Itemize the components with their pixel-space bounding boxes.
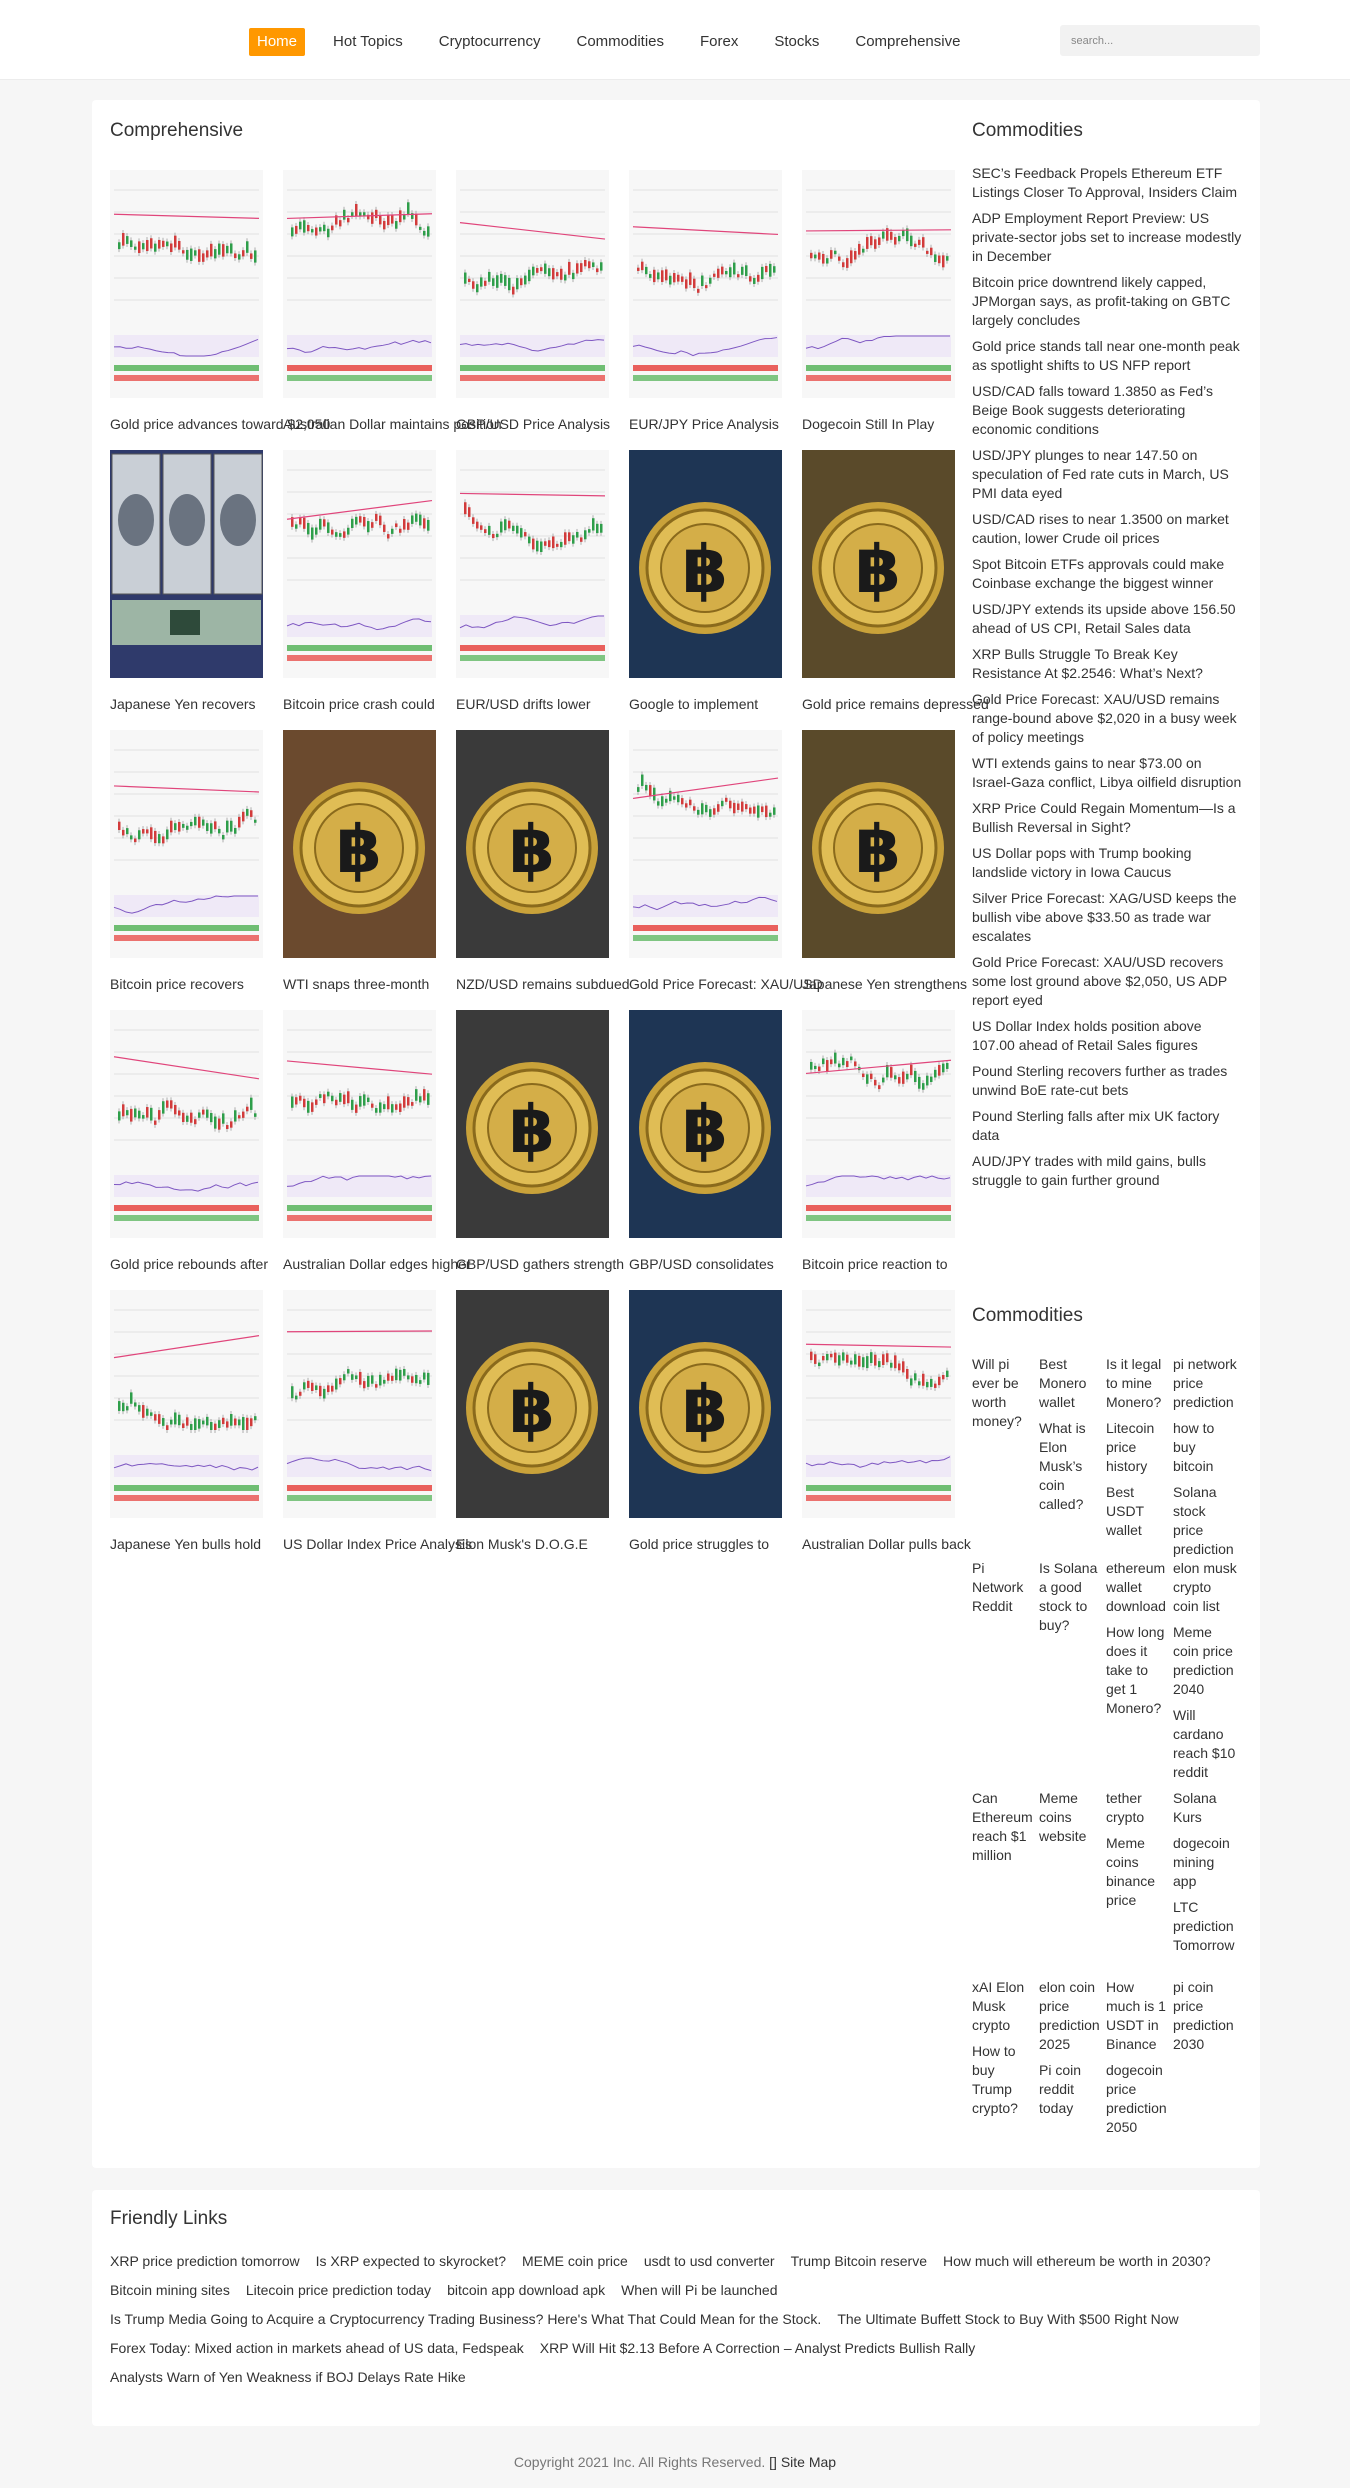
article-card[interactable] — [456, 170, 609, 433]
friendly-link[interactable]: bitcoin app download apk — [447, 2282, 606, 2298]
friendly-links-list — [110, 2252, 1240, 2397]
tag-link[interactable]: Will pi ever be worth money? — [972, 1356, 1022, 1429]
tag-column — [1106, 1978, 1170, 2144]
article-thumbnail[interactable] — [802, 450, 955, 678]
tag-link[interactable]: How much is 1 USDT in Binance — [1106, 1979, 1166, 2052]
tag-link[interactable]: Meme coin price prediction 2040 — [1173, 1624, 1234, 1697]
tag-link[interactable]: dogecoin mining app — [1173, 1835, 1230, 1889]
article-title[interactable]: Bitcoin price crash could — [283, 696, 435, 712]
article-title[interactable]: GBP/USD gathers strength — [456, 1256, 625, 1272]
article-card[interactable] — [802, 450, 989, 713]
nav-cryptocurrency[interactable]: Cryptocurrency — [438, 33, 541, 50]
nav-commodities[interactable]: Commodities — [576, 33, 665, 50]
article-title[interactable]: Elon Musk's D.O.G.E — [456, 1536, 588, 1552]
svg-text:฿: ฿ — [855, 531, 901, 608]
commodities-tags-section — [972, 1305, 1252, 2135]
news-link[interactable]: AUD/JPY trades with mild gains, bulls struggle to gain further ground — [972, 1153, 1206, 1188]
bitcoin-coin-image — [456, 730, 609, 958]
bitcoin-coin-image — [802, 730, 955, 958]
friendly-link[interactable]: Forex Today: Mixed action in markets ahead of US data, Fedspeak — [110, 2340, 524, 2356]
article-card[interactable] — [456, 1290, 609, 1553]
price-chart-image — [802, 1010, 955, 1238]
article-title[interactable]: Gold price rebounds after — [110, 1256, 268, 1272]
article-title[interactable]: Gold price remains depressed — [802, 696, 989, 712]
news-link[interactable]: Pound Sterling recovers further as trades unwind BoE rate-cut bets — [972, 1063, 1228, 1098]
price-chart-image — [110, 170, 263, 398]
article-thumbnail[interactable] — [283, 1010, 436, 1238]
friendly-link[interactable]: Bitcoin mining sites — [110, 2282, 230, 2298]
footer — [0, 2454, 1350, 2470]
tag-link[interactable]: LTC prediction Tomorrow — [1173, 1899, 1235, 1953]
article-title[interactable]: Google to implement — [629, 696, 759, 712]
news-link[interactable]: US Dollar Index holds position above 107.00 ahead of Retail Sales figures — [972, 1018, 1202, 1053]
friendly-link[interactable]: usdt to usd converter — [643, 2253, 775, 2269]
article-thumbnail[interactable] — [802, 1010, 955, 1238]
tag-link[interactable]: Best USDT wallet — [1106, 1484, 1144, 1538]
news-link[interactable]: USD/JPY plunges to near 147.50 on speculation of Fed rate cuts in March, US PMI data eyed — [972, 447, 1229, 501]
article-card[interactable] — [456, 450, 609, 713]
article-title[interactable]: EUR/JPY Price Analysis — [629, 416, 779, 432]
tag-link[interactable]: Best Monero wallet — [1039, 1356, 1087, 1410]
article-card[interactable] — [283, 450, 436, 713]
news-link[interactable]: ADP Employment Report Preview: US private-sector jobs set to increase modestly in December — [972, 210, 1242, 264]
bitcoin-coin-image — [283, 730, 436, 958]
price-chart-image — [283, 1010, 436, 1238]
tag-link[interactable]: elon coin price prediction 2025 — [1039, 1979, 1100, 2052]
article-thumbnail[interactable] — [283, 450, 436, 678]
article-thumbnail[interactable] — [629, 170, 782, 398]
friendly-link[interactable]: The Ultimate Buffett Stock to Buy With $500 Right Now — [837, 2311, 1179, 2327]
nav-comprehensive[interactable]: Comprehensive — [855, 33, 961, 50]
article-title[interactable]: Australian Dollar edges higher — [283, 1256, 471, 1272]
friendly-link[interactable]: When will Pi be launched — [621, 2282, 778, 2298]
tag-link[interactable]: xAI Elon Musk crypto — [972, 1979, 1025, 2033]
friendly-link[interactable]: XRP Will Hit $2.13 Before A Correction – Analyst Predicts Bullish Rally — [539, 2340, 976, 2356]
article-card[interactable] — [283, 1010, 471, 1273]
tag-column — [1039, 1978, 1103, 2125]
article-title[interactable]: Japanese Yen strengthens — [802, 976, 968, 992]
tag-column — [1106, 1789, 1170, 1917]
sitemap-link[interactable]: [] Site Map — [769, 2454, 837, 2470]
article-card[interactable] — [629, 1290, 782, 1553]
tag-link[interactable]: tether crypto — [1106, 1790, 1145, 1825]
article-card[interactable] — [283, 730, 436, 993]
news-link[interactable]: Gold Price Forecast: XAU/USD remains range-bound above $2,020 in a busy week of policy meetings — [972, 691, 1237, 745]
friendly-link[interactable]: Trump Bitcoin reserve — [790, 2253, 927, 2269]
svg-text:฿: ฿ — [682, 1091, 728, 1168]
price-chart-image — [629, 170, 782, 398]
price-chart-image — [110, 730, 263, 958]
nav-hot-topics[interactable]: Hot Topics — [333, 33, 403, 50]
svg-text:฿: ฿ — [682, 1371, 728, 1448]
tag-link[interactable]: ethereum wallet download — [1106, 1560, 1166, 1614]
bitcoin-coin-image — [456, 1010, 609, 1238]
tag-link[interactable]: pi coin price prediction 2030 — [1173, 1979, 1234, 2052]
friendly-link[interactable]: Litecoin price prediction today — [245, 2282, 432, 2298]
article-card[interactable] — [802, 170, 955, 433]
tags-title: Commodities — [972, 1305, 1083, 1326]
article-card[interactable] — [802, 730, 968, 993]
article-title[interactable]: Gold price struggles to — [629, 1536, 770, 1552]
comprehensive-section — [110, 120, 989, 1552]
price-chart-image — [283, 170, 436, 398]
tag-column — [1173, 1355, 1237, 1566]
svg-text:฿: ฿ — [509, 811, 555, 888]
svg-text:฿: ฿ — [682, 531, 728, 608]
article-thumbnail[interactable] — [456, 1010, 609, 1238]
article-title[interactable]: GBP/USD consolidates — [629, 1256, 774, 1272]
friendly-link[interactable]: How much will ethereum be worth in 2030? — [942, 2253, 1211, 2269]
article-thumbnail[interactable] — [110, 1290, 263, 1518]
tag-column — [1106, 1559, 1170, 1725]
price-chart-image — [802, 170, 955, 398]
tag-column — [1106, 1355, 1170, 1547]
news-link[interactable]: US Dollar pops with Trump booking landslide victory in Iowa Caucus — [972, 845, 1192, 880]
friendly-link[interactable]: Is Trump Media Going to Acquire a Cryptocurrency Trading Business? Here's What That Could Mean for the Stock. — [110, 2311, 822, 2327]
news-link[interactable]: XRP Price Could Regain Momentum—Is a Bullish Reversal in Sight? — [972, 800, 1236, 835]
article-title[interactable]: EUR/USD drifts lower — [456, 696, 591, 712]
nav-stocks[interactable]: Stocks — [774, 33, 820, 50]
friendly-links-title: Friendly Links — [110, 2208, 228, 2229]
news-link[interactable]: Spot Bitcoin ETFs approvals could make Coinbase exchange the biggest winner — [972, 556, 1225, 591]
svg-text:฿: ฿ — [855, 811, 901, 888]
price-chart-image — [802, 1290, 955, 1518]
price-chart-image — [456, 450, 609, 678]
article-card[interactable] — [456, 730, 630, 993]
copyright-text: Copyright 2021 Inc. All Rights Reserved. — [513, 2454, 766, 2470]
article-title[interactable]: NZD/USD remains subdued — [456, 976, 630, 992]
article-title[interactable]: Bitcoin price reaction to — [802, 1256, 948, 1272]
bitcoin-coin-image — [629, 1010, 782, 1238]
article-thumbnail[interactable] — [456, 170, 609, 398]
article-card[interactable] — [283, 170, 502, 433]
tag-link[interactable]: pi network price prediction — [1173, 1356, 1237, 1410]
article-card[interactable] — [110, 1290, 263, 1553]
section-title: Comprehensive — [110, 120, 244, 141]
svg-text:฿: ฿ — [336, 811, 382, 888]
article-card[interactable] — [110, 450, 263, 713]
article-thumbnail[interactable] — [110, 730, 263, 958]
friendly-link[interactable]: MEME coin price — [522, 2253, 628, 2269]
article-thumbnail[interactable] — [283, 730, 436, 958]
article-title[interactable]: Australian Dollar maintains position — [283, 416, 502, 432]
main-nav — [249, 28, 988, 56]
price-chart-image — [283, 1290, 436, 1518]
article-card[interactable] — [629, 170, 782, 433]
article-title[interactable]: Australian Dollar pulls back — [802, 1536, 971, 1552]
article-card[interactable] — [802, 1010, 955, 1273]
tag-link[interactable]: What is Elon Musk’s coin called? — [1039, 1420, 1086, 1512]
article-title[interactable]: Gold price advances toward $2,050 — [110, 416, 331, 432]
nav-home[interactable]: Home — [249, 28, 305, 56]
article-card[interactable] — [283, 1290, 473, 1553]
article-card[interactable] — [110, 730, 263, 993]
tag-link[interactable]: Pi coin reddit today — [1039, 2062, 1082, 2116]
article-thumbnail[interactable] — [802, 730, 955, 958]
tag-column — [1173, 1789, 1237, 1962]
news-list — [972, 164, 1252, 1190]
article-card[interactable] — [629, 1010, 782, 1273]
tag-link[interactable]: Can Ethereum reach $1 million — [972, 1790, 1033, 1863]
tag-link[interactable]: how to buy bitcoin — [1173, 1420, 1215, 1474]
tag-link[interactable]: Pi Network Reddit — [972, 1560, 1024, 1614]
news-link[interactable]: USD/CAD rises to near 1.3500 on market caution, lower Crude oil prices — [972, 511, 1229, 546]
article-card[interactable] — [802, 1290, 971, 1553]
tag-link[interactable]: Will cardano reach $10 reddit — [1173, 1707, 1236, 1780]
article-thumbnail[interactable] — [283, 1290, 436, 1518]
tag-link[interactable]: Solana Kurs — [1173, 1790, 1217, 1825]
article-title[interactable]: WTI snaps three-month — [283, 976, 430, 992]
main-panel — [92, 100, 1260, 2168]
svg-text:฿: ฿ — [509, 1091, 555, 1168]
tag-column — [972, 1559, 1036, 1623]
article-thumbnail[interactable] — [802, 1290, 955, 1518]
article-thumbnail[interactable] — [110, 450, 263, 678]
article-thumbnail[interactable] — [802, 170, 955, 398]
yen-banknote-image — [110, 450, 263, 678]
tag-column — [1039, 1355, 1103, 1521]
article-thumbnail[interactable] — [629, 1010, 782, 1238]
bitcoin-coin-image — [802, 450, 955, 678]
commodities-sidebar — [972, 120, 1252, 2135]
article-card[interactable] — [629, 730, 823, 993]
friendly-link[interactable]: XRP price prediction tomorrow — [110, 2253, 300, 2269]
tag-column — [972, 1789, 1036, 1872]
article-card[interactable] — [110, 1010, 268, 1273]
tag-link[interactable]: elon musk crypto coin list — [1173, 1560, 1237, 1614]
news-link[interactable]: Gold price stands tall near one-month peak as spotlight shifts to US NFP report — [972, 338, 1240, 373]
tag-link[interactable]: Is it legal to mine Monero? — [1106, 1356, 1162, 1410]
article-title[interactable]: Gold Price Forecast: XAU/USD — [629, 976, 823, 992]
tag-link[interactable]: Litecoin price history — [1106, 1420, 1155, 1474]
news-link[interactable]: XRP Bulls Struggle To Break Key Resistance At $2.2546: What’s Next? — [972, 646, 1203, 681]
article-thumbnail[interactable] — [110, 1010, 263, 1238]
news-link[interactable]: SEC’s Feedback Propels Ethereum ETF Listings Closer To Approval, Insiders Claim — [972, 165, 1238, 200]
price-chart-image — [283, 450, 436, 678]
article-card[interactable] — [629, 450, 782, 713]
tag-link[interactable]: How to buy Trump crypto? — [972, 2043, 1018, 2116]
article-title[interactable]: GBP/USD Price Analysis — [456, 416, 611, 432]
tag-link[interactable]: Meme coins binance price — [1106, 1835, 1156, 1908]
bitcoin-coin-image — [456, 1290, 609, 1518]
search-input[interactable] — [1060, 25, 1260, 56]
tag-column — [1039, 1559, 1103, 1642]
article-card[interactable] — [456, 1010, 625, 1273]
news-link[interactable]: Silver Price Forecast: XAG/USD keeps the bullish vibe above $33.50 as trade war escalates — [972, 890, 1237, 944]
article-title[interactable]: Bitcoin price recovers — [110, 976, 244, 992]
article-thumbnail[interactable] — [629, 450, 782, 678]
tag-column — [1173, 1559, 1237, 1789]
article-title[interactable]: Japanese Yen recovers — [110, 696, 256, 712]
friendly-link[interactable]: Analysts Warn of Yen Weakness if BOJ Delays Rate Hike — [110, 2369, 466, 2385]
news-link[interactable]: USD/CAD falls toward 1.3850 as Fed’s Beige Book suggests deteriorating economic conditions — [972, 383, 1213, 437]
price-chart-image — [456, 170, 609, 398]
bitcoin-coin-image — [629, 450, 782, 678]
tag-column — [972, 1978, 1036, 2125]
news-link[interactable]: Gold Price Forecast: XAU/USD recovers some lost ground above $2,050, US ADP report eyed — [972, 954, 1228, 1008]
nav-forex[interactable]: Forex — [700, 33, 739, 50]
article-title[interactable]: Japanese Yen bulls hold — [110, 1536, 262, 1552]
article-thumbnail[interactable] — [283, 170, 436, 398]
svg-text:฿: ฿ — [509, 1371, 555, 1448]
news-link[interactable]: Bitcoin price downtrend likely capped, JPMorgan says, as profit-taking on GBTC largely concludes — [972, 274, 1231, 328]
tag-column — [1039, 1789, 1103, 1853]
price-chart-image — [110, 1010, 263, 1238]
article-title[interactable]: US Dollar Index Price Analysis — [283, 1536, 473, 1552]
tag-column — [1173, 1978, 1237, 2061]
article-thumbnail[interactable] — [456, 730, 609, 958]
tag-link[interactable]: How long does it take to get 1 Monero? — [1106, 1624, 1165, 1716]
article-thumbnail[interactable] — [110, 170, 263, 398]
news-link[interactable]: WTI extends gains to near $73.00 on Israel-Gaza conflict, Libya oilfield disruption — [972, 755, 1242, 790]
friendly-links-panel — [92, 2190, 1260, 2426]
price-chart-image — [629, 730, 782, 958]
tag-link[interactable]: Is Solana a good stock to buy? — [1039, 1560, 1098, 1633]
article-thumbnail[interactable] — [456, 450, 609, 678]
price-chart-image — [110, 1290, 263, 1518]
article-thumbnail[interactable] — [456, 1290, 609, 1518]
news-link[interactable]: USD/JPY extends its upside above 156.50 ahead of US CPI, Retail Sales data — [972, 601, 1236, 636]
article-card[interactable] — [110, 170, 331, 433]
tag-column — [972, 1355, 1036, 1438]
article-title[interactable]: Dogecoin Still In Play — [802, 416, 935, 432]
sidebar-title: Commodities — [972, 120, 1083, 141]
article-thumbnail[interactable] — [629, 730, 782, 958]
tag-link[interactable]: Meme coins website — [1039, 1790, 1087, 1844]
bitcoin-coin-image — [629, 1290, 782, 1518]
tag-link[interactable]: Solana stock price prediction — [1173, 1484, 1234, 1557]
news-link[interactable]: Pound Sterling falls after mix UK factory data — [972, 1108, 1220, 1143]
friendly-link[interactable]: Is XRP expected to skyrocket? — [315, 2253, 506, 2269]
top-bar — [0, 0, 1350, 80]
tag-link[interactable]: dogecoin price prediction 2050 — [1106, 2062, 1167, 2135]
article-thumbnail[interactable] — [629, 1290, 782, 1518]
